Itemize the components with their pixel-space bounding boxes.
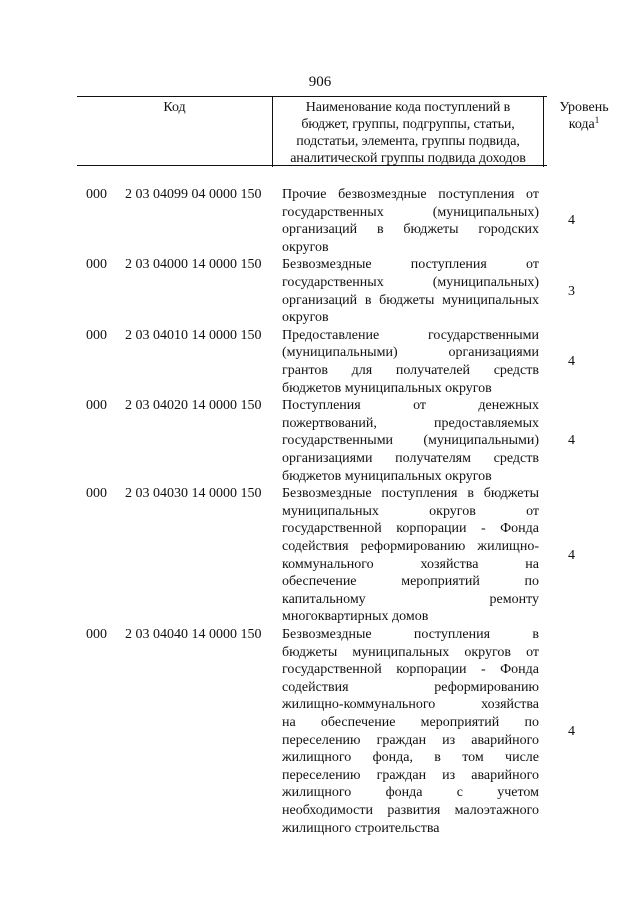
row-admin-code: 000 xyxy=(86,187,107,202)
row-income-code: 2 03 04010 14 0000 150 xyxy=(125,327,262,343)
row-name xyxy=(282,186,539,256)
row-name xyxy=(282,485,539,626)
table-row xyxy=(0,485,640,626)
row-name-line: грантов для получателей средств xyxy=(282,362,539,378)
page-number: 906 xyxy=(308,74,332,90)
row-level: 4 xyxy=(568,213,575,229)
row-name xyxy=(282,397,539,485)
row-admin-code: 000 xyxy=(86,257,107,273)
row-admin-code: 000 xyxy=(86,398,107,414)
row-admin-code: 000 xyxy=(86,327,107,343)
header-level xyxy=(544,97,624,167)
row-income-code: 2 03 04030 14 0000 150 xyxy=(125,486,262,502)
row-name-line: государственной корпорации - Фонда xyxy=(282,662,539,678)
row-name-line: на обеспечение мероприятий по xyxy=(282,714,539,730)
header-name-line: Наименование кода поступлений в xyxy=(305,100,511,115)
row-name-line: округов xyxy=(282,239,329,255)
row-level: 4 xyxy=(568,433,575,449)
row-name-line: переселению граждан из аварийного xyxy=(282,767,539,783)
header-code: Код xyxy=(77,97,273,167)
row-level: 4 xyxy=(568,547,575,563)
header-name-line: аналитической группы подвида доходов xyxy=(290,151,526,166)
row-name-line: государственной корпорации - Фонда xyxy=(282,521,539,537)
header-level-line1: Уровень xyxy=(559,100,609,115)
row-name-line: коммунального хозяйства на xyxy=(282,556,539,572)
row-name-line: жилищного строительства xyxy=(282,820,440,836)
header-name-line: подстатьи, элемента, группы подвида, xyxy=(296,134,520,149)
row-admin-code: 000 xyxy=(86,486,107,502)
row-income-code: 2 03 04040 14 0000 150 xyxy=(125,626,262,642)
row-name-line: Поступления от денежных xyxy=(282,398,539,414)
row-name-line: капитальному ремонту xyxy=(282,591,539,607)
table-row xyxy=(0,626,640,837)
row-name-line: Прочие безвозмездные поступления от xyxy=(282,187,539,202)
row-level: 3 xyxy=(568,283,575,299)
row-level: 4 xyxy=(568,354,575,370)
header-name xyxy=(273,97,544,167)
row-name-line: Предоставление государственными xyxy=(282,327,539,343)
row-name-line: Безвозмездные поступления в бюджеты xyxy=(282,486,539,502)
row-name-line: переселению граждан из аварийного xyxy=(282,732,539,748)
row-name-line: (муниципальными) организациями xyxy=(282,345,539,361)
row-name xyxy=(282,327,539,397)
row-name-line: государственными (муниципальными) xyxy=(282,433,539,449)
row-name xyxy=(282,626,539,837)
row-name-line: бюджетов муниципальных округов xyxy=(282,468,492,484)
row-level: 4 xyxy=(568,723,575,739)
row-name-line: жилищно-коммунального хозяйства xyxy=(282,697,539,713)
row-name-line: бюджеты муниципальных округов от xyxy=(282,644,539,660)
row-name-line: необходимости развития малоэтажного xyxy=(282,802,539,818)
row-income-code: 2 03 04000 14 0000 150 xyxy=(125,257,262,273)
row-name-line: организаций в бюджеты городских xyxy=(282,222,539,238)
row-income-code: 2 03 04020 14 0000 150 xyxy=(125,398,262,414)
table-row xyxy=(0,327,640,397)
row-admin-code: 000 xyxy=(86,626,107,642)
row-name-line: пожертвований, предоставляемых xyxy=(282,415,539,431)
row-name-line: организаций в бюджеты муниципальных xyxy=(282,292,539,308)
row-income-code: 2 03 04099 04 0000 150 xyxy=(125,187,262,202)
table-row xyxy=(0,186,640,256)
table-body xyxy=(0,186,640,837)
row-name-line: организациями получателям средств xyxy=(282,450,539,466)
row-name-line: обеспечение мероприятий по xyxy=(282,574,539,590)
row-name-line: округов xyxy=(282,310,329,326)
row-name-line: содействия реформированию xyxy=(282,679,539,695)
header-name-line: бюджет, группы, подгруппы, статьи, xyxy=(301,117,515,132)
row-name-line: муниципальных округов от xyxy=(282,503,539,519)
row-name-line: жилищного фонда, в том числе xyxy=(282,750,539,766)
row-name xyxy=(282,256,539,326)
table-header xyxy=(77,96,609,166)
table-row xyxy=(0,256,640,326)
row-name-line: жилищного фонда с учетом xyxy=(282,785,539,801)
row-name-line: многоквартирных домов xyxy=(282,609,429,625)
row-name-line: государственных (муниципальных) xyxy=(282,274,539,290)
row-name-line: государственных (муниципальных) xyxy=(282,204,539,220)
row-name-line: Безвозмездные поступления в xyxy=(282,626,539,642)
row-name-line: бюджетов муниципальных округов xyxy=(282,380,492,396)
header-level-word: кода xyxy=(568,117,595,132)
table-row xyxy=(0,397,640,485)
row-name-line: содействия реформированию жилищно- xyxy=(282,538,539,554)
header-level-line2 xyxy=(544,116,624,134)
row-name-line: Безвозмездные поступления от xyxy=(282,257,539,273)
footnote-marker: 1 xyxy=(594,115,600,125)
